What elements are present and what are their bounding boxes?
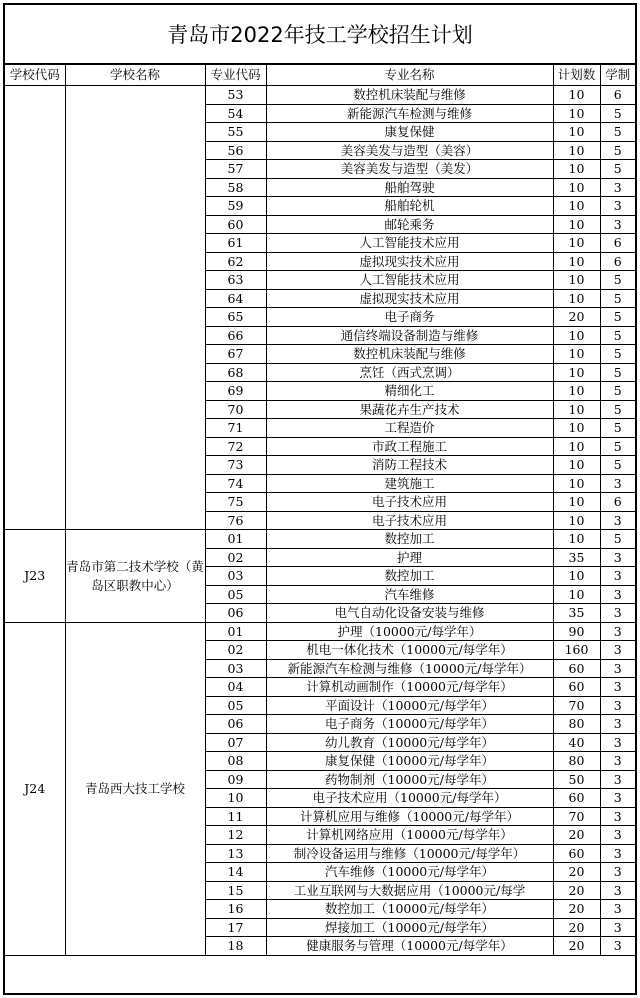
plan-count-cell: 10: [553, 326, 600, 345]
major-code-cell: 60: [205, 215, 266, 234]
major-code-cell: 54: [205, 104, 266, 123]
major-code-cell: 02: [205, 641, 266, 660]
major-name-cell: 护理: [266, 548, 553, 567]
major-name-cell: 新能源汽车检测与维修: [266, 104, 553, 123]
header-major-code: 专业代码: [205, 65, 266, 86]
duration-cell: 3: [600, 548, 635, 567]
school-name-cell: 青岛市第二技术学校（黄岛区职教中心）: [65, 530, 205, 623]
duration-cell: 5: [600, 104, 635, 123]
major-code-cell: 65: [205, 308, 266, 327]
major-name-cell: 船舶轮机: [266, 197, 553, 216]
major-name-cell: 计算机动画制作（10000元/每学年）: [266, 678, 553, 697]
major-name-cell: 数控机床装配与维修: [266, 345, 553, 364]
major-name-cell: 制冷设备运用与维修（10000元/每学年）: [266, 844, 553, 863]
major-code-cell: 01: [205, 530, 266, 549]
major-name-cell: 计算机网络应用（10000元/每学年）: [266, 826, 553, 845]
major-code-cell: 06: [205, 604, 266, 623]
table-row: [5, 530, 635, 549]
major-code-cell: 03: [205, 659, 266, 678]
major-code-cell: 61: [205, 234, 266, 253]
major-code-cell: 68: [205, 363, 266, 382]
major-name-cell: 电子商务（10000元/每学年）: [266, 715, 553, 734]
header-duration: 学制: [600, 65, 635, 86]
major-code-cell: 58: [205, 178, 266, 197]
plan-count-cell: 10: [553, 585, 600, 604]
duration-cell: 3: [600, 641, 635, 660]
duration-cell: 3: [600, 197, 635, 216]
plan-count-cell: 60: [553, 844, 600, 863]
major-name-cell: 建筑施工: [266, 474, 553, 493]
major-name-cell: 数控机床装配与维修: [266, 86, 553, 105]
plan-count-cell: 10: [553, 141, 600, 160]
duration-cell: 5: [600, 289, 635, 308]
major-code-cell: 05: [205, 696, 266, 715]
major-code-cell: 59: [205, 197, 266, 216]
major-name-cell: 人工智能技术应用: [266, 271, 553, 290]
duration-cell: 3: [600, 770, 635, 789]
plan-count-cell: 80: [553, 715, 600, 734]
duration-cell: 5: [600, 308, 635, 327]
duration-cell: 5: [600, 123, 635, 142]
major-code-cell: 72: [205, 437, 266, 456]
major-name-cell: 汽车维修: [266, 585, 553, 604]
major-code-cell: 01: [205, 622, 266, 641]
plan-count-cell: 10: [553, 474, 600, 493]
duration-cell: 5: [600, 456, 635, 475]
plan-count-cell: 60: [553, 789, 600, 808]
major-name-cell: 通信终端设备制造与维修: [266, 326, 553, 345]
major-name-cell: 电子商务: [266, 308, 553, 327]
duration-cell: 3: [600, 918, 635, 937]
plan-count-cell: 60: [553, 659, 600, 678]
major-code-cell: 74: [205, 474, 266, 493]
plan-count-cell: 10: [553, 160, 600, 179]
duration-cell: 3: [600, 937, 635, 956]
major-code-cell: 16: [205, 900, 266, 919]
duration-cell: 6: [600, 493, 635, 512]
duration-cell: 3: [600, 789, 635, 808]
duration-cell: 5: [600, 326, 635, 345]
major-name-cell: 烹饪（西式烹调）: [266, 363, 553, 382]
duration-cell: 3: [600, 659, 635, 678]
duration-cell: 3: [600, 807, 635, 826]
major-code-cell: 67: [205, 345, 266, 364]
duration-cell: 3: [600, 826, 635, 845]
plan-count-cell: 160: [553, 641, 600, 660]
major-name-cell: 消防工程技术: [266, 456, 553, 475]
major-name-cell: 电气自动化设备安装与维修: [266, 604, 553, 623]
major-code-cell: 62: [205, 252, 266, 271]
plan-count-cell: 20: [553, 900, 600, 919]
plan-count-cell: 50: [553, 770, 600, 789]
major-name-cell: 焊接加工（10000元/每学年）: [266, 918, 553, 937]
duration-cell: 6: [600, 86, 635, 105]
header-school-name: 学校名称: [65, 65, 205, 86]
plan-count-cell: 20: [553, 863, 600, 882]
duration-cell: 5: [600, 141, 635, 160]
duration-cell: 5: [600, 400, 635, 419]
plan-count-cell: 10: [553, 215, 600, 234]
plan-count-cell: 20: [553, 937, 600, 956]
plan-count-cell: 10: [553, 382, 600, 401]
plan-count-cell: 20: [553, 826, 600, 845]
duration-cell: 5: [600, 382, 635, 401]
duration-cell: 5: [600, 419, 635, 438]
major-name-cell: 工程造价: [266, 419, 553, 438]
major-name-cell: 药物制剂（10000元/每学年）: [266, 770, 553, 789]
plan-count-cell: 10: [553, 363, 600, 382]
major-code-cell: 02: [205, 548, 266, 567]
school-name-cell: 青岛西大技工学校: [65, 622, 205, 955]
plan-count-cell: 10: [553, 419, 600, 438]
duration-cell: 5: [600, 437, 635, 456]
major-code-cell: 17: [205, 918, 266, 937]
header-row: [5, 65, 635, 86]
major-name-cell: 虚拟现实技术应用: [266, 252, 553, 271]
major-name-cell: 市政工程施工: [266, 437, 553, 456]
plan-count-cell: 10: [553, 400, 600, 419]
duration-cell: 5: [600, 160, 635, 179]
plan-count-cell: 10: [553, 271, 600, 290]
major-code-cell: 73: [205, 456, 266, 475]
major-code-cell: 75: [205, 493, 266, 512]
duration-cell: 3: [600, 622, 635, 641]
plan-count-cell: 60: [553, 678, 600, 697]
table-body: [5, 86, 635, 956]
major-name-cell: 船舶驾驶: [266, 178, 553, 197]
duration-cell: 6: [600, 234, 635, 253]
header-major-name: 专业名称: [266, 65, 553, 86]
duration-cell: 3: [600, 863, 635, 882]
major-name-cell: 新能源汽车检测与维修（10000元/每学年）: [266, 659, 553, 678]
plan-count-cell: 10: [553, 567, 600, 586]
duration-cell: 3: [600, 881, 635, 900]
major-name-cell: 邮轮乘务: [266, 215, 553, 234]
duration-cell: 3: [600, 604, 635, 623]
duration-cell: 3: [600, 178, 635, 197]
major-code-cell: 05: [205, 585, 266, 604]
duration-cell: 3: [600, 733, 635, 752]
plan-count-cell: 70: [553, 807, 600, 826]
major-name-cell: 平面设计（10000元/每学年）: [266, 696, 553, 715]
major-name-cell: 工业互联网与大数据应用（10000元/每学: [266, 881, 553, 900]
major-code-cell: 08: [205, 752, 266, 771]
major-name-cell: 数控加工（10000元/每学年）: [266, 900, 553, 919]
major-code-cell: 14: [205, 863, 266, 882]
major-code-cell: 64: [205, 289, 266, 308]
major-code-cell: 06: [205, 715, 266, 734]
major-code-cell: 15: [205, 881, 266, 900]
plan-count-cell: 20: [553, 308, 600, 327]
header-school-code: 学校代码: [5, 65, 65, 86]
plan-count-cell: 10: [553, 511, 600, 530]
plan-count-cell: 80: [553, 752, 600, 771]
plan-count-cell: 10: [553, 493, 600, 512]
plan-count-cell: 35: [553, 548, 600, 567]
duration-cell: 5: [600, 363, 635, 382]
duration-cell: 6: [600, 252, 635, 271]
major-code-cell: 69: [205, 382, 266, 401]
duration-cell: 3: [600, 567, 635, 586]
duration-cell: 3: [600, 585, 635, 604]
major-name-cell: 精细化工: [266, 382, 553, 401]
major-name-cell: 汽车维修（10000元/每学年）: [266, 863, 553, 882]
school-code-cell: J24: [5, 622, 65, 955]
major-name-cell: 计算机应用与维修（10000元/每学年）: [266, 807, 553, 826]
major-name-cell: 康复保健（10000元/每学年）: [266, 752, 553, 771]
plan-count-cell: 10: [553, 456, 600, 475]
major-code-cell: 71: [205, 419, 266, 438]
major-name-cell: 电子技术应用: [266, 493, 553, 512]
duration-cell: 3: [600, 511, 635, 530]
plan-count-cell: 10: [553, 345, 600, 364]
duration-cell: 3: [600, 696, 635, 715]
major-name-cell: 虚拟现实技术应用: [266, 289, 553, 308]
plan-count-cell: 10: [553, 86, 600, 105]
school-code-cell: [5, 86, 65, 530]
major-code-cell: 04: [205, 678, 266, 697]
major-name-cell: 数控加工: [266, 530, 553, 549]
duration-cell: 5: [600, 345, 635, 364]
major-name-cell: 果蔬花卉生产技术: [266, 400, 553, 419]
plan-count-cell: 90: [553, 622, 600, 641]
school-name-cell: [65, 86, 205, 530]
duration-cell: 3: [600, 900, 635, 919]
duration-cell: 3: [600, 752, 635, 771]
plan-count-cell: 10: [553, 289, 600, 308]
major-name-cell: 电子技术应用（10000元/每学年）: [266, 789, 553, 808]
duration-cell: 3: [600, 474, 635, 493]
major-code-cell: 76: [205, 511, 266, 530]
plan-count-cell: 20: [553, 918, 600, 937]
major-code-cell: 03: [205, 567, 266, 586]
plan-count-cell: 10: [553, 104, 600, 123]
plan-count-cell: 35: [553, 604, 600, 623]
plan-count-cell: 10: [553, 530, 600, 549]
major-name-cell: 康复保健: [266, 123, 553, 142]
major-name-cell: 健康服务与管理（10000元/每学年）: [266, 937, 553, 956]
school-code-cell: J23: [5, 530, 65, 623]
duration-cell: 3: [600, 678, 635, 697]
enrollment-plan-sheet: [3, 3, 637, 995]
header-plan-count: 计划数: [553, 65, 600, 86]
table-row: [5, 86, 635, 105]
plan-count-cell: 70: [553, 696, 600, 715]
major-code-cell: 13: [205, 844, 266, 863]
duration-cell: 3: [600, 715, 635, 734]
major-code-cell: 53: [205, 86, 266, 105]
major-code-cell: 09: [205, 770, 266, 789]
major-code-cell: 63: [205, 271, 266, 290]
major-name-cell: 护理（10000元/每学年）: [266, 622, 553, 641]
major-code-cell: 18: [205, 937, 266, 956]
major-code-cell: 07: [205, 733, 266, 752]
major-code-cell: 66: [205, 326, 266, 345]
duration-cell: 5: [600, 271, 635, 290]
table-row: [5, 622, 635, 641]
duration-cell: 5: [600, 530, 635, 549]
major-code-cell: 70: [205, 400, 266, 419]
major-code-cell: 11: [205, 807, 266, 826]
major-name-cell: 电子技术应用: [266, 511, 553, 530]
plan-count-cell: 40: [553, 733, 600, 752]
major-name-cell: 人工智能技术应用: [266, 234, 553, 253]
plan-count-cell: 10: [553, 197, 600, 216]
major-code-cell: 12: [205, 826, 266, 845]
plan-count-cell: 10: [553, 178, 600, 197]
major-code-cell: 55: [205, 123, 266, 142]
major-name-cell: 美容美发与造型（美发）: [266, 160, 553, 179]
major-name-cell: 幼儿教育（10000元/每学年）: [266, 733, 553, 752]
major-name-cell: 数控加工: [266, 567, 553, 586]
plan-count-cell: 10: [553, 123, 600, 142]
plan-count-cell: 10: [553, 252, 600, 271]
plan-count-cell: 10: [553, 437, 600, 456]
duration-cell: 3: [600, 215, 635, 234]
duration-cell: 3: [600, 844, 635, 863]
major-code-cell: 57: [205, 160, 266, 179]
enrollment-table: [5, 65, 635, 956]
plan-count-cell: 10: [553, 234, 600, 253]
page-title: 青岛市2022年技工学校招生计划: [5, 5, 635, 65]
plan-count-cell: 20: [553, 881, 600, 900]
major-code-cell: 10: [205, 789, 266, 808]
major-name-cell: 美容美发与造型（美容）: [266, 141, 553, 160]
major-name-cell: 机电一体化技术（10000元/每学年）: [266, 641, 553, 660]
major-code-cell: 56: [205, 141, 266, 160]
